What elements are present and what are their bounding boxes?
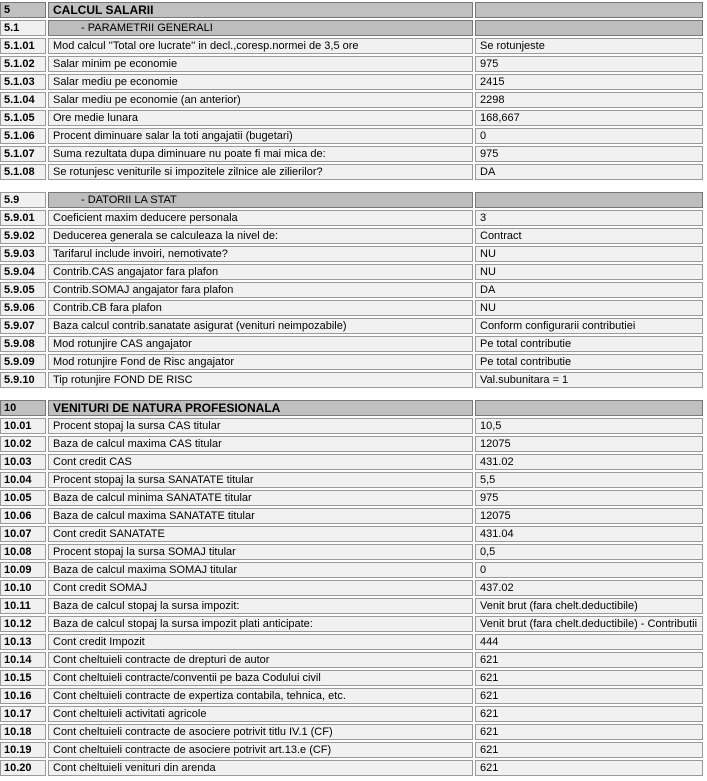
row-value[interactable]: 0,5 [475,544,703,560]
row-code: 10.02 [0,436,46,452]
table-row[interactable] [0,526,707,542]
section-block [0,400,707,776]
row-value[interactable]: 12075 [475,436,703,452]
row-label: Baza de calcul stopaj la sursa impozit plati anticipate: [48,616,473,632]
row-value[interactable]: 621 [475,670,703,686]
table-row[interactable] [0,336,707,352]
row-label: Cont cheltuieli contracte de asociere potrivit art.13.e (CF) [48,742,473,758]
row-label: Baza calcul contrib.sanatate asigurat (venituri neimpozabile) [48,318,473,334]
row-value [475,192,703,208]
row-value[interactable]: Pe total contributie [475,336,703,352]
row-value[interactable]: Pe total contributie [475,354,703,370]
table-row[interactable] [0,110,707,126]
row-value[interactable]: 621 [475,688,703,704]
row-code: 5.9.05 [0,282,46,298]
row-value[interactable]: Se rotunjeste [475,38,703,54]
table-row[interactable] [0,562,707,578]
row-code: 5.1.07 [0,146,46,162]
row-value[interactable]: DA [475,282,703,298]
row-code: 5.9.08 [0,336,46,352]
row-value[interactable]: Venit brut (fara chelt.deductibile) [475,598,703,614]
row-label: Salar mediu pe economie [48,74,473,90]
row-value[interactable]: NU [475,300,703,316]
row-code: 10.16 [0,688,46,704]
row-label: Procent stopaj la sursa SOMAJ titular [48,544,473,560]
row-label: Coeficient maxim deducere personala [48,210,473,226]
table-row[interactable] [0,508,707,524]
row-label: Salar mediu pe economie (an anterior) [48,92,473,108]
row-code: 10.10 [0,580,46,596]
row-label: Baza de calcul stopaj la sursa impozit: [48,598,473,614]
section-header-row [0,400,707,416]
row-label: Mod calcul ''Total ore lucrate'' in decl.,coresp.normei de 3,5 ore [48,38,473,54]
row-code: 5.9.04 [0,264,46,280]
row-label: Procent diminuare salar la toti angajatii (bugetari) [48,128,473,144]
row-value[interactable]: 0 [475,128,703,144]
row-value [475,20,703,36]
row-label: Cont cheltuieli activitati agricole [48,706,473,722]
row-value[interactable]: 168,667 [475,110,703,126]
row-label: Cont cheltuieli contracte/conventii pe baza Codului civil [48,670,473,686]
row-code: 10.17 [0,706,46,722]
row-label: Suma rezultata dupa diminuare nu poate fi mai mica de: [48,146,473,162]
row-value[interactable]: Contract [475,228,703,244]
row-label: Tip rotunjire FOND DE RISC [48,372,473,388]
row-label: Procent stopaj la sursa CAS titular [48,418,473,434]
row-label: Cont cheltuieli contracte de expertiza contabila, tehnica, etc. [48,688,473,704]
row-code: 10.01 [0,418,46,434]
row-value[interactable]: 5,5 [475,472,703,488]
table-row[interactable] [0,354,707,370]
row-label: Cont cheltuieli contracte de drepturi de autor [48,652,473,668]
row-code: 5.9.06 [0,300,46,316]
row-label: Mod rotunjire CAS angajator [48,336,473,352]
row-label: Tarifarul include invoiri, nemotivate? [48,246,473,262]
table-row[interactable] [0,418,707,434]
row-label: Deducerea generala se calculeaza la nivel de: [48,228,473,244]
table-row[interactable] [0,580,707,596]
row-value[interactable]: 621 [475,652,703,668]
row-value[interactable]: 431.04 [475,526,703,542]
row-label: Cont credit CAS [48,454,473,470]
row-code: 10.20 [0,760,46,776]
row-code: 5.1.03 [0,74,46,90]
row-value[interactable]: 621 [475,742,703,758]
row-code: 5.9.10 [0,372,46,388]
table-row[interactable] [0,454,707,470]
table-row[interactable] [0,634,707,650]
row-label: Contrib.SOMAJ angajator fara plafon [48,282,473,298]
row-label: CALCUL SALARII [48,2,473,18]
row-code: 5.1.04 [0,92,46,108]
row-label: Cont credit SOMAJ [48,580,473,596]
table-row[interactable] [0,652,707,668]
table-row[interactable] [0,544,707,560]
row-label: Contrib.CAS angajator fara plafon [48,264,473,280]
row-label: Salar minim pe economie [48,56,473,72]
row-label: Cont credit SANATATE [48,526,473,542]
row-value[interactable]: 2415 [475,74,703,90]
table-row[interactable] [0,92,707,108]
table-row[interactable] [0,724,707,740]
row-code: 10.05 [0,490,46,506]
table-row[interactable] [0,688,707,704]
section-header-row [0,2,707,18]
row-code: 10.09 [0,562,46,578]
row-code: 5.1.05 [0,110,46,126]
row-code: 10.06 [0,508,46,524]
row-label: Contrib.CB fara plafon [48,300,473,316]
table-row[interactable] [0,146,707,162]
row-code: 10 [0,400,46,416]
table-row[interactable] [0,210,707,226]
row-code: 10.12 [0,616,46,632]
table-row[interactable] [0,228,707,244]
table-row[interactable] [0,38,707,54]
row-value[interactable]: 621 [475,724,703,740]
row-value[interactable]: Val.subunitara = 1 [475,372,703,388]
table-row[interactable] [0,670,707,686]
row-value[interactable]: 444 [475,634,703,650]
row-code: 10.15 [0,670,46,686]
row-label: Baza de calcul maxima CAS titular [48,436,473,452]
row-code: 5.1.08 [0,164,46,180]
row-value[interactable]: 621 [475,706,703,722]
row-code: 5.9.09 [0,354,46,370]
table-row[interactable] [0,164,707,180]
row-value[interactable]: 2298 [475,92,703,108]
row-value[interactable]: NU [475,246,703,262]
row-value[interactable]: 0 [475,562,703,578]
row-code: 5.1.06 [0,128,46,144]
row-value[interactable]: 975 [475,146,703,162]
row-code: 5.1.01 [0,38,46,54]
row-value[interactable]: 437.02 [475,580,703,596]
table-row[interactable] [0,598,707,614]
row-code: 5 [0,2,46,18]
row-value[interactable]: 3 [475,210,703,226]
row-label: - PARAMETRII GENERALI [48,20,473,36]
row-code: 10.13 [0,634,46,650]
row-value[interactable]: Conform configurarii contributiei [475,318,703,334]
row-value[interactable]: 621 [475,760,703,776]
section-block [0,2,707,180]
row-value[interactable]: 975 [475,490,703,506]
table-row[interactable] [0,300,707,316]
section-header-row [0,20,707,36]
table-row[interactable] [0,706,707,722]
row-value [475,400,703,416]
row-label: Ore medie lunara [48,110,473,126]
section-block [0,192,707,388]
table-row[interactable] [0,436,707,452]
row-label: Baza de calcul maxima SOMAJ titular [48,562,473,578]
row-code: 5.9.02 [0,228,46,244]
table-row[interactable] [0,616,707,632]
table-row[interactable] [0,318,707,334]
row-value[interactable]: DA [475,164,703,180]
row-value[interactable]: 10,5 [475,418,703,434]
row-code: 5.9.07 [0,318,46,334]
table-row[interactable] [0,742,707,758]
row-code: 5.9.03 [0,246,46,262]
row-code: 5.9.01 [0,210,46,226]
row-code: 5.1.02 [0,56,46,72]
row-label: Cont cheltuieli venituri din arenda [48,760,473,776]
row-label: VENITURI DE NATURA PROFESIONALA [48,400,473,416]
row-code: 10.19 [0,742,46,758]
salary-config-table [0,2,707,776]
row-label: Procent stopaj la sursa SANATATE titular [48,472,473,488]
row-code: 10.14 [0,652,46,668]
row-value [475,2,703,18]
row-code: 5.9 [0,192,46,208]
row-value[interactable]: 12075 [475,508,703,524]
row-code: 10.04 [0,472,46,488]
row-label: Baza de calcul maxima SANATATE titular [48,508,473,524]
row-code: 5.1 [0,20,46,36]
row-code: 10.08 [0,544,46,560]
section-header-row [0,192,707,208]
table-row[interactable] [0,246,707,262]
table-row[interactable] [0,128,707,144]
table-row[interactable] [0,282,707,298]
row-code: 10.03 [0,454,46,470]
row-label: - DATORII LA STAT [48,192,473,208]
row-value[interactable]: Venit brut (fara chelt.deductibile) - Contributii [475,616,703,632]
table-row[interactable] [0,490,707,506]
row-value[interactable]: 431.02 [475,454,703,470]
row-code: 10.07 [0,526,46,542]
table-row[interactable] [0,264,707,280]
row-label: Cont cheltuieli contracte de asociere potrivit titlu IV.1 (CF) [48,724,473,740]
table-row[interactable] [0,760,707,776]
table-row[interactable] [0,56,707,72]
row-value[interactable]: NU [475,264,703,280]
row-label: Baza de calcul minima SANATATE titular [48,490,473,506]
table-row[interactable] [0,74,707,90]
row-code: 10.11 [0,598,46,614]
row-value[interactable]: 975 [475,56,703,72]
row-code: 10.18 [0,724,46,740]
row-label: Mod rotunjire Fond de Risc angajator [48,354,473,370]
row-label: Se rotunjesc veniturile si impozitele zilnice ale zilierilor? [48,164,473,180]
table-row[interactable] [0,372,707,388]
table-row[interactable] [0,472,707,488]
row-label: Cont credit Impozit [48,634,473,650]
